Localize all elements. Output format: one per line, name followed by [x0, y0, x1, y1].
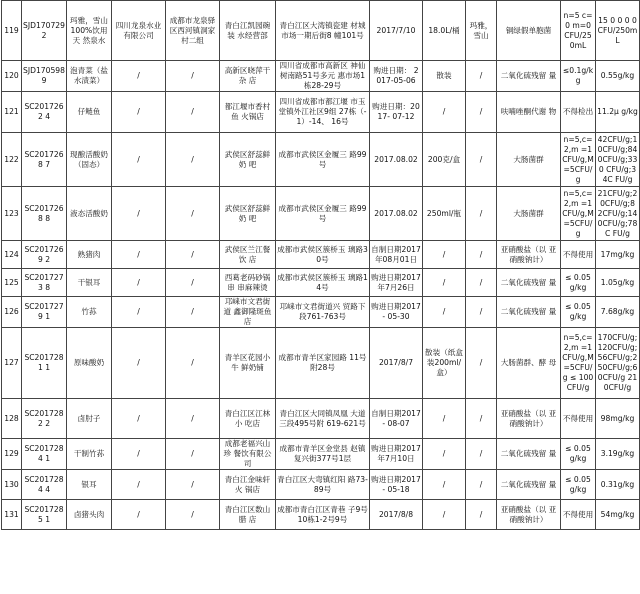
- seller-cell: 青白江凯园碗装 水经营部: [220, 1, 276, 61]
- producer-address-cell: /: [166, 328, 220, 399]
- sample-code-cell: SC2017279 1: [22, 297, 67, 328]
- producer-cell: /: [112, 241, 166, 269]
- seller-cell: 武侯区兰江餐饮 店: [220, 241, 276, 269]
- spec-cell: 200克/盒: [423, 133, 466, 187]
- standard-cell: ≤ 0.05g/kg: [561, 297, 596, 328]
- spec-cell: /: [423, 500, 466, 530]
- date-cell: 购进日期2017 年7月10日: [370, 439, 423, 470]
- spec-cell: /: [423, 297, 466, 328]
- test-item-cell: 铜绿假单胞菌: [497, 1, 561, 61]
- test-item-cell: 呋喃唑酮代谢 物: [497, 92, 561, 133]
- spec-cell: /: [423, 399, 466, 439]
- producer-cell: 四川龙泉水业 有限公司: [112, 1, 166, 61]
- standard-cell: 不得使用: [561, 500, 596, 530]
- table-body: [2, 1, 640, 530]
- test-item-cell: 二氧化硫残留 量: [497, 297, 561, 328]
- row-number-cell: 122: [2, 133, 22, 187]
- spec-cell: 散装（纸盒 装200ml/ 盒）: [423, 328, 466, 399]
- result-cell: 54mg/kg: [596, 500, 640, 530]
- seller-address-cell: 成都市青羊区家园路 11号附28号: [276, 328, 370, 399]
- seller-cell: 都江堰市香村鱼 火锅店: [220, 92, 276, 133]
- sample-code-cell: SC2017281 1: [22, 328, 67, 399]
- row-number-cell: 120: [2, 61, 22, 92]
- test-item-cell: 二氧化硫残留 量: [497, 269, 561, 297]
- producer-address-cell: /: [166, 470, 220, 500]
- table-row: [2, 297, 640, 328]
- date-cell: 2017/8/8: [370, 500, 423, 530]
- result-cell: 0.31g/kg: [596, 470, 640, 500]
- product-name-cell: 仔鲢鱼: [67, 92, 112, 133]
- standard-cell: ≤ 0.05g/kg: [561, 470, 596, 500]
- brand-cell: /: [466, 297, 497, 328]
- producer-cell: /: [112, 500, 166, 530]
- seller-cell: 青羊区花园小牛 鲜奶铺: [220, 328, 276, 399]
- product-name-cell: 卤猪头肉: [67, 500, 112, 530]
- brand-cell: /: [466, 500, 497, 530]
- sample-code-cell: SC2017273 8: [22, 269, 67, 297]
- producer-cell: /: [112, 297, 166, 328]
- product-name-cell: 竹荪: [67, 297, 112, 328]
- producer-cell: /: [112, 399, 166, 439]
- producer-cell: /: [112, 92, 166, 133]
- table-row: [2, 500, 640, 530]
- table-row: [2, 133, 640, 187]
- result-cell: 15 0 0 0 0 CFU/250mL: [596, 1, 640, 61]
- date-cell: 2017.08.02: [370, 187, 423, 241]
- brand-cell: /: [466, 241, 497, 269]
- producer-address-cell: /: [166, 61, 220, 92]
- product-name-cell: 干银耳: [67, 269, 112, 297]
- sample-code-cell: SC2017282 2: [22, 399, 67, 439]
- seller-address-cell: 成都市武侯区簇桥玉 璃路30号: [276, 241, 370, 269]
- table-row: [2, 328, 640, 399]
- test-item-cell: 大肠菌群: [497, 133, 561, 187]
- standard-cell: 不得使用: [561, 399, 596, 439]
- test-item-cell: 亚硝酸盐（以 亚硝酸钠计）: [497, 399, 561, 439]
- seller-cell: 青白江区数山腊 店: [220, 500, 276, 530]
- brand-cell: /: [466, 328, 497, 399]
- row-number-cell: 125: [2, 269, 22, 297]
- sample-code-cell: SC2017268 7: [22, 133, 67, 187]
- standard-cell: ≤ 0.05g/kg: [561, 439, 596, 470]
- brand-cell: /: [466, 92, 497, 133]
- seller-cell: 青白江区江林小 吃店: [220, 399, 276, 439]
- test-item-cell: 亚硝酸盐（以 亚硝酸钠计）: [497, 241, 561, 269]
- test-item-cell: 大肠菌群: [497, 187, 561, 241]
- table-row: [2, 241, 640, 269]
- brand-cell: /: [466, 470, 497, 500]
- standard-cell: 不得检出: [561, 92, 596, 133]
- seller-address-cell: 邛崃市文君街道兴 贸路下段761-763号: [276, 297, 370, 328]
- test-item-cell: 二氧化硫残留 量: [497, 61, 561, 92]
- result-cell: 1.05g/kg: [596, 269, 640, 297]
- result-cell: 98mg/kg: [596, 399, 640, 439]
- result-cell: 21CFU/g;2 0CFU/g;8 2CFU/g;14 0CFU/g;78C FU/g: [596, 187, 640, 241]
- row-number-cell: 119: [2, 1, 22, 61]
- producer-cell: /: [112, 439, 166, 470]
- standard-cell: n=5,c=2,m =1CFU/g,M =5CFU/g ≤ 100CFU/g: [561, 328, 596, 399]
- spec-cell: /: [423, 241, 466, 269]
- row-number-cell: 124: [2, 241, 22, 269]
- sample-code-cell: SJD170598 9: [22, 61, 67, 92]
- result-cell: 42CFU/g;1 0CFU/g;84 0CFU/g;330 CFU/g;34C FU/g: [596, 133, 640, 187]
- producer-address-cell: /: [166, 187, 220, 241]
- table-row: [2, 470, 640, 500]
- inspection-table: [1, 0, 640, 530]
- date-cell: 购进日期： 2017-05-06: [370, 61, 423, 92]
- product-name-cell: 玛雅，雪山 100%饮用天 然泉水: [67, 1, 112, 61]
- table-row: [2, 269, 640, 297]
- date-cell: 自制日期2017- 08-07: [370, 399, 423, 439]
- producer-address-cell: /: [166, 241, 220, 269]
- row-number-cell: 130: [2, 470, 22, 500]
- product-name-cell: 卤肘子: [67, 399, 112, 439]
- row-number-cell: 121: [2, 92, 22, 133]
- standard-cell: 不得使用: [561, 241, 596, 269]
- seller-cell: 邛崃市文君街道 鑫御隆斑鱼店: [220, 297, 276, 328]
- sample-code-cell: SC2017269 2: [22, 241, 67, 269]
- test-item-cell: 二氧化硫残留 量: [497, 470, 561, 500]
- producer-cell: /: [112, 61, 166, 92]
- row-number-cell: 129: [2, 439, 22, 470]
- seller-address-cell: 四川省成都市都江堰 市玉堂镇外江社区9组 27栋（-1）-14、 16号: [276, 92, 370, 133]
- standard-cell: n=5 c=0 m=0 CFU/250mL: [561, 1, 596, 61]
- seller-address-cell: 成都市青白江区青巷 子9号10栋1-2号9号: [276, 500, 370, 530]
- table-row: [2, 399, 640, 439]
- brand-cell: /: [466, 187, 497, 241]
- sample-code-cell: SC2017284 1: [22, 439, 67, 470]
- producer-cell: /: [112, 187, 166, 241]
- result-cell: 3.19g/kg: [596, 439, 640, 470]
- table-row: [2, 187, 640, 241]
- seller-address-cell: 成都市武侯区金履三 路99号: [276, 187, 370, 241]
- product-name-cell: 银耳: [67, 470, 112, 500]
- row-number-cell: 127: [2, 328, 22, 399]
- date-cell: 2017/7/10: [370, 1, 423, 61]
- producer-address-cell: /: [166, 92, 220, 133]
- producer-cell: /: [112, 133, 166, 187]
- product-name-cell: 原味酸奶: [67, 328, 112, 399]
- spec-cell: 250ml/瓶: [423, 187, 466, 241]
- standard-cell: ≤ 0.05g/kg: [561, 269, 596, 297]
- spec-cell: /: [423, 269, 466, 297]
- result-cell: 17mg/kg: [596, 241, 640, 269]
- seller-cell: 成都老福兴山珍 餐饮有限公司: [220, 439, 276, 470]
- standard-cell: ≤0.1g/kg: [561, 61, 596, 92]
- producer-address-cell: 成都市龙泉驿 区西河镇洞家 村二组: [166, 1, 220, 61]
- date-cell: 购进日期2017- 05-30: [370, 297, 423, 328]
- seller-address-cell: 成都市武侯区金履三 路99号: [276, 133, 370, 187]
- sample-code-cell: SC2017268 8: [22, 187, 67, 241]
- date-cell: 2017.08.02: [370, 133, 423, 187]
- standard-cell: n=5,c=2,m =1CFU/g,M =5CFU/g: [561, 187, 596, 241]
- seller-cell: 西葛老码砂锅串 串麻辣烫: [220, 269, 276, 297]
- seller-cell: 高新区晓萍干杂 店: [220, 61, 276, 92]
- seller-cell: 武侯区舒蕊鲜奶 吧: [220, 133, 276, 187]
- date-cell: 自制日期2017 年08月01日: [370, 241, 423, 269]
- result-cell: 11.2μ g/kg: [596, 92, 640, 133]
- spec-cell: /: [423, 470, 466, 500]
- seller-address-cell: 四川省成都市高新区 神仙树南路51号多元 惠市场1栋28-29号: [276, 61, 370, 92]
- product-name-cell: 熟猪肉: [67, 241, 112, 269]
- spec-cell: /: [423, 92, 466, 133]
- brand-cell: /: [466, 399, 497, 439]
- test-item-cell: 大肠菌群、酵 母: [497, 328, 561, 399]
- producer-address-cell: /: [166, 399, 220, 439]
- seller-cell: 武侯区舒蕊鲜奶 吧: [220, 187, 276, 241]
- date-cell: 购进日期2017- 05-18: [370, 470, 423, 500]
- result-cell: 7.68g/kg: [596, 297, 640, 328]
- spec-cell: 18.0L/桶: [423, 1, 466, 61]
- row-number-cell: 126: [2, 297, 22, 328]
- row-number-cell: 128: [2, 399, 22, 439]
- brand-cell: 玛雅，雪山: [466, 1, 497, 61]
- sample-code-cell: SC2017285 1: [22, 500, 67, 530]
- brand-cell: /: [466, 269, 497, 297]
- producer-cell: /: [112, 470, 166, 500]
- sample-code-cell: SJD170729 2: [22, 1, 67, 61]
- producer-address-cell: /: [166, 439, 220, 470]
- seller-address-cell: 成都市武侯区簇桥玉 璃路14号: [276, 269, 370, 297]
- product-name-cell: 干制竹荪: [67, 439, 112, 470]
- producer-address-cell: /: [166, 500, 220, 530]
- seller-address-cell: 青白江区大同镇凤凰 大道三段495号附 619-621号: [276, 399, 370, 439]
- standard-cell: n=5,c=2,m =1CFU/g,M =5CFU/g: [561, 133, 596, 187]
- table-row: [2, 1, 640, 61]
- spec-cell: /: [423, 439, 466, 470]
- date-cell: 购进日期2017 年7月26日: [370, 269, 423, 297]
- producer-cell: /: [112, 328, 166, 399]
- producer-address-cell: /: [166, 269, 220, 297]
- product-name-cell: 泡青菜（盐 水渍菜）: [67, 61, 112, 92]
- table-row: [2, 61, 640, 92]
- row-number-cell: 131: [2, 500, 22, 530]
- table-row: [2, 439, 640, 470]
- date-cell: 2017/8/7: [370, 328, 423, 399]
- seller-cell: 青白江金味轩火 锅店: [220, 470, 276, 500]
- seller-address-cell: 青白江区大弯镇红阳 路73-89号: [276, 470, 370, 500]
- seller-address-cell: 青白江区大湾镇瓷建 材城市场一期后街8 幢101号: [276, 1, 370, 61]
- brand-cell: /: [466, 133, 497, 187]
- producer-address-cell: /: [166, 133, 220, 187]
- date-cell: 购进日期：2017- 07-12: [370, 92, 423, 133]
- sample-code-cell: SC2017262 4: [22, 92, 67, 133]
- brand-cell: /: [466, 61, 497, 92]
- row-number-cell: 123: [2, 187, 22, 241]
- seller-address-cell: 成都市青羊区金堂县 赵镇复兴街377号1层: [276, 439, 370, 470]
- brand-cell: /: [466, 439, 497, 470]
- product-name-cell: 液态活酸奶: [67, 187, 112, 241]
- sample-code-cell: SC2017284 4: [22, 470, 67, 500]
- test-item-cell: 亚硝酸盐（以 亚硝酸钠计）: [497, 500, 561, 530]
- product-name-cell: 现酿活酸奶 （固态）: [67, 133, 112, 187]
- result-cell: 170CFU/g; 120CFU/g; 56CFU/g;2 50CFU/g;6 0CFU/g 210CFU/g: [596, 328, 640, 399]
- result-cell: 0.55g/kg: [596, 61, 640, 92]
- producer-cell: /: [112, 269, 166, 297]
- spec-cell: 散装: [423, 61, 466, 92]
- producer-address-cell: /: [166, 297, 220, 328]
- test-item-cell: 二氧化硫残留 量: [497, 439, 561, 470]
- table-row: [2, 92, 640, 133]
